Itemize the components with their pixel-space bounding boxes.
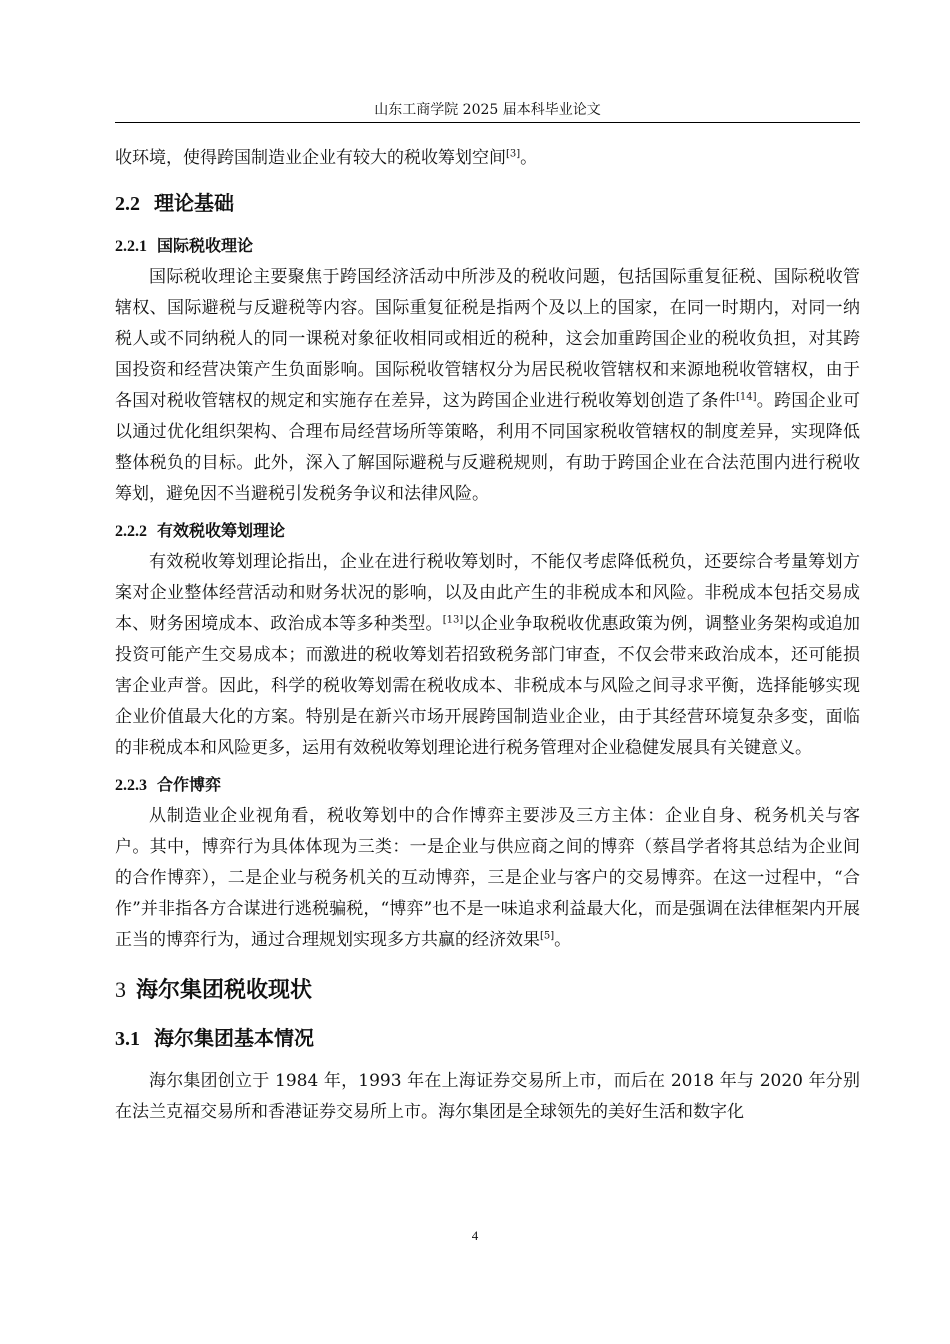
intro-paragraph: 收环境，使得跨国制造业企业有较大的税收筹划空间[3]。	[115, 148, 538, 168]
header-rule	[115, 122, 860, 123]
running-header: 山东工商学院 2025 届本科毕业论文	[374, 102, 601, 118]
section-2-2-2-paragraph: 有效税收筹划理论指出，企业在进行税收筹划时，不能仅考虑降低税负，还要综合考量筹划方案对企业整体经营活动和财务状况的影响，以及由此产生的非税成本和风险。非税成本包括交易成本、财务困境成本、政治成本等多种类型。[13]以企业争取税收优惠政策为例，调整业务架构或追加投资可能产生交易成本；而激进的税收筹划若招致税务部门审查，不仅会带来政治成本，还可能损害企业声誉。因此，科学的税收筹划需在税收成本、非税成本与风险之间寻求平衡，选择能够实现企业价值最大化的方案。特别是在新兴市场开展跨国制造业企业，由于其经营环境复杂多变，面临的非税成本和风险更多，运用有效税收筹划理论进行税务管理对企业稳健发展具有关键意义。	[115, 552, 861, 758]
section-2-2-heading: 2.2 理论基础	[115, 191, 234, 215]
section-3-1-heading: 3.1 海尔集团基本情况	[115, 1026, 314, 1050]
chapter-3-heading: 3 海尔集团税收现状	[115, 977, 313, 1003]
page-number: 4	[471, 1228, 479, 1243]
citation[interactable]: [5]	[540, 930, 555, 942]
citation[interactable]: [13]	[442, 614, 464, 626]
section-2-2-2-heading: 2.2.2 有效税收筹划理论	[115, 521, 286, 540]
section-2-2-1-paragraph: 国际税收理论主要聚焦于跨国经济活动中所涉及的税收问题，包括国际重复征税、国际税收管辖权、国际避税与反避税等内容。国际重复征税是指两个及以上的国家，在同一时期内，对同一纳税人或不同纳税人的同一课税对象征收相同或相近的税种，这会加重跨国企业的税收负担，对其跨国投资和经营决策产生负面影响。国际税收管辖权分为居民税收管辖权和来源地税收管辖权，由于各国对税收管辖权的规定和实施存在差异，这为跨国企业进行税收筹划创造了条件[14]。跨国企业可以通过优化组织架构、合理布局经营场所等策略，利用不同国家税收管辖权的制度差异，实现降低整体税负的目标。此外，深入了解国际避税与反避税规则，有助于跨国企业在合法范围内进行税收筹划，避免因不当避税引发税务争议和法律风险。	[115, 267, 861, 504]
section-2-2-3-heading: 2.2.3 合作博弈	[115, 775, 222, 794]
section-2-2-3-paragraph: 从制造业企业视角看，税收筹划中的合作博弈主要涉及三方主体：企业自身、税务机关与客户。其中，博弈行为具体体现为三类：一是企业与供应商之间的博弈（蔡昌学者将其总结为企业间的合作博弈），二是企业与税务机关的互动博弈，三是企业与客户的交易博弈。在这一过程中，“合作”并非指各方合谋进行逃税骗税，“博弈”也不是一味追求利益最大化，而是强调在法律框架内开展正当的博弈行为，通过合理规划实现多方共赢的经济效果[5]。	[115, 806, 860, 950]
citation[interactable]: [3]	[506, 148, 521, 160]
section-2-2-1-heading: 2.2.1 国际税收理论	[115, 236, 254, 255]
citation[interactable]: [14]	[735, 391, 757, 403]
section-3-1-paragraph: 海尔集团创立于 1984 年，1993 年在上海证券交易所上市，而后在 2018 年与 2020 年分别在法兰克福交易所和香港证券交易所上市。海尔集团是全球领先的美好生活和数字化	[115, 1071, 860, 1122]
page-body	[115, 143, 860, 1128]
